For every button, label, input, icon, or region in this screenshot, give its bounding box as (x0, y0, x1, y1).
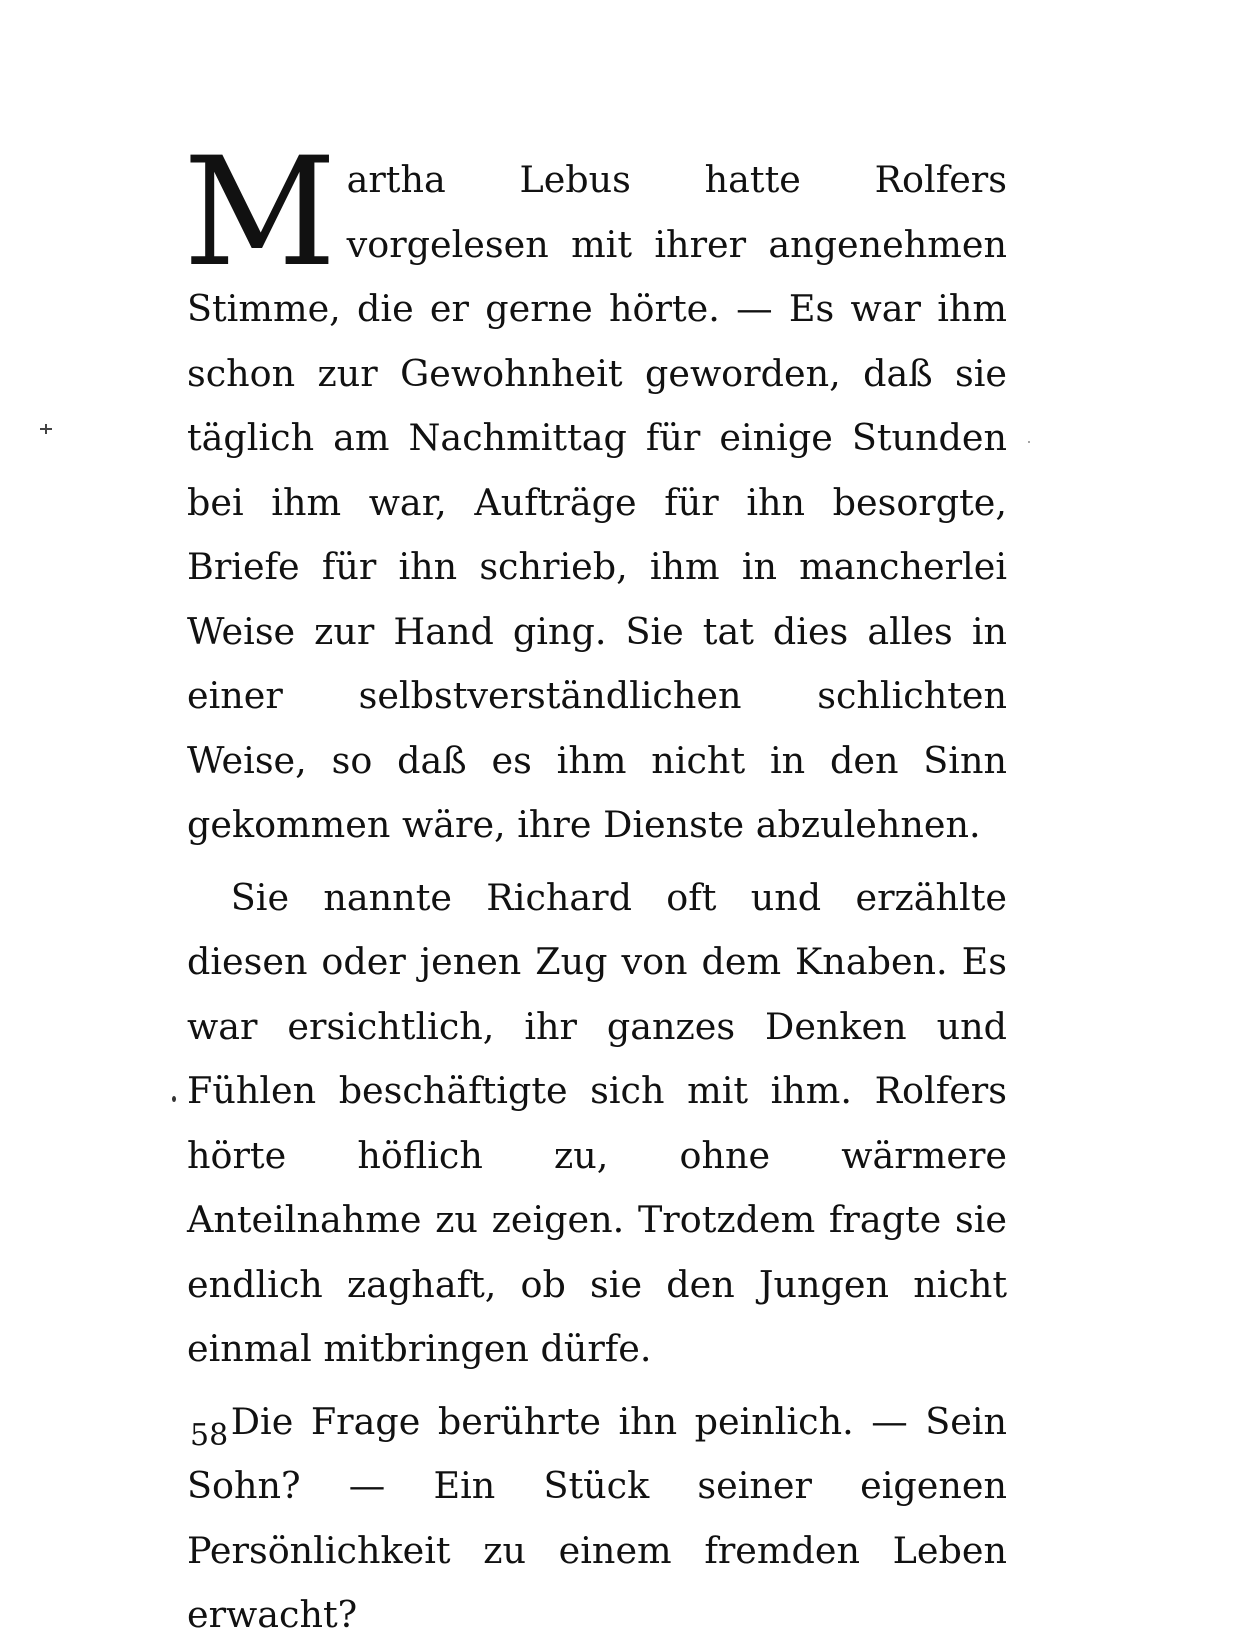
drop-cap-initial: M (183, 126, 337, 300)
print-speck (1028, 441, 1030, 443)
page-number: 58 (190, 1418, 229, 1453)
print-speck (38, 424, 54, 434)
paragraph-3: Die Frage berührte ihn peinlich. — Sein Sohn? — Ein Stück seiner eigenen Persönlichkeit zu einem fremden Leben erwacht? (187, 1399, 1007, 1636)
paragraph-1 (183, 126, 1007, 858)
paragraph-2: Sie nannte Richard oft und erzählte diesen oder jenen Zug von dem Knaben. Es war ersichtlich, ihr ganzes Denken und Fühlen beschäftigte sich mit ihm. Rolfers hörte höflich zu, ohne wärmere Anteilnahme zu zeigen. Trotzdem fragte sie endlich zaghaft, ob sie den Jungen nicht einmal mitbringen dürfe. (187, 875, 1007, 1370)
paragraph-1-text: artha Lebus hatte Rolfers vorgelesen mit ihrer angenehmen Stimme, die er gerne hörte. — Es war ihm schon zur Gewohnheit geworden, daß sie täglich am Nachmittag für einige Stunden bei ihm war, Aufträge für ihn besorgte, Briefe für ihn schrieb, ihm in mancherlei Weise zur Hand ging. Sie tat dies alles in einer selbstverständlichen schlichten Weise, so daß es ihm nicht in den Sinn gekommen wäre, ihre Dienste abzulehnen. (187, 158, 1007, 846)
print-speck (172, 1096, 176, 1102)
body-text (183, 126, 1007, 1648)
